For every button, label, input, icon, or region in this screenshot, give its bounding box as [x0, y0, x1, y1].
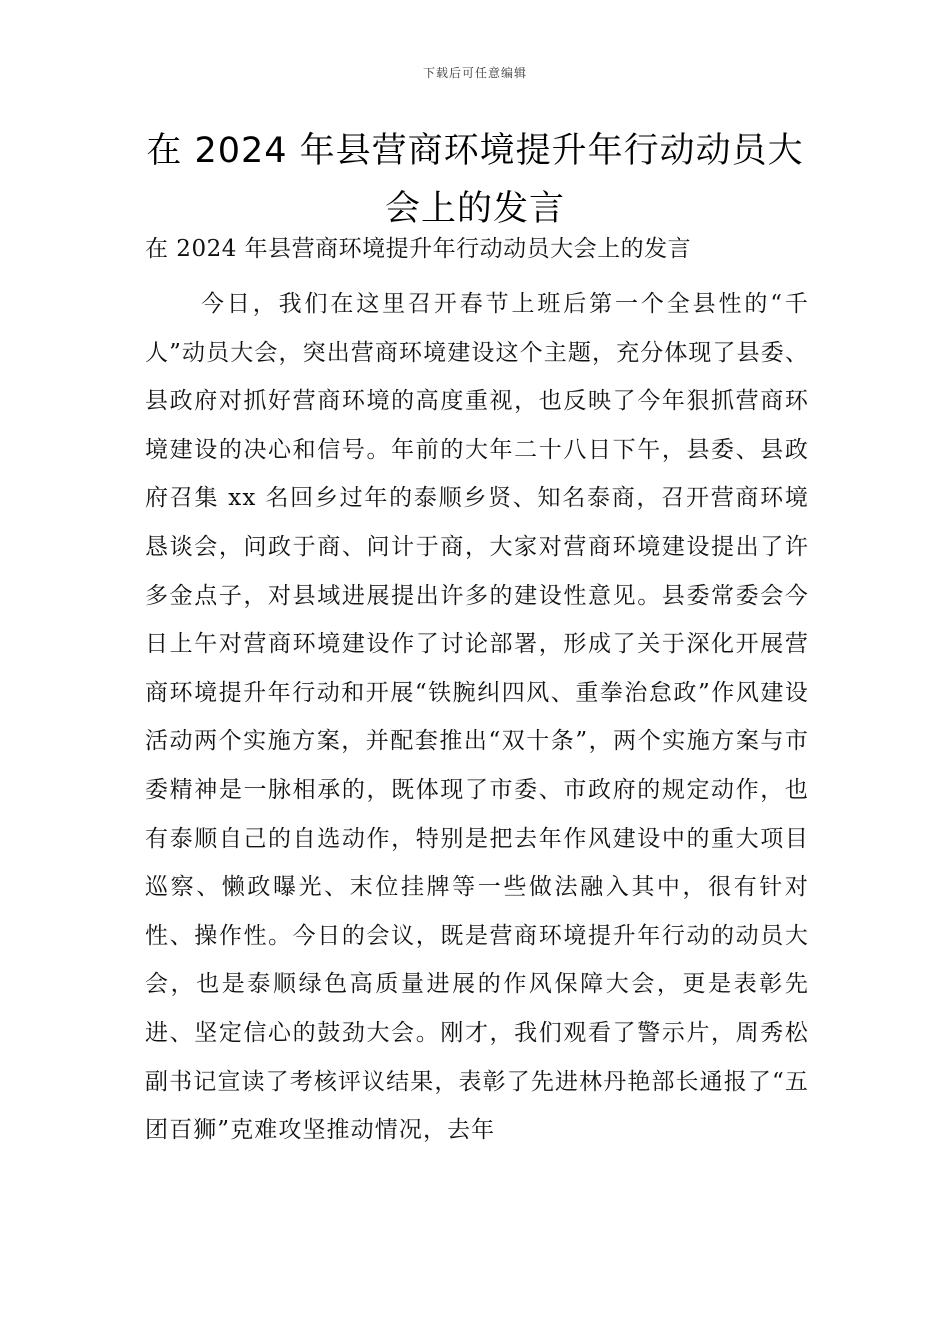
document-body [145, 226, 809, 1155]
document-title: 在 2024 年县营商环境提升年行动动员大会上的发言 [146, 131, 804, 229]
subtitle-line: 在 2024 年县营商环境提升年行动动员大会上的发言 [145, 236, 692, 262]
body-paragraph: 今日，我们在这里召开春节上班后第一个全县性的“千人”动员大会，突出营商环境建设这个主题，充分体现了县委、县政府对抓好营商环境的高度重视，也反映了今年狠抓营商环境建设的决心和信号。年前的大年二十八日下午，县委、县政府召集 xx 名回乡过年的泰顺乡贤、知名泰商，召开营商环境恳谈会，问政于商、问计于商，大家对营商环境建设提出了许多金点子，对县域进展提出许多的建设性意见。县委常委会今日上午对营商环境建设作了讨论部署，形成了关于深化开展营商环境提升年行动和开展“铁腕纠四风、重拳治怠政”作风建设活动两个实施方案，并配套推出“双十条”，两个实施方案与市委精神是一脉相承的，既体现了市委、市政府的规定动作，也有泰顺自己的自选动作，特别是把去年作风建设中的重大项目巡察、懒政曝光、末位挂牌等一些做法融入其中，很有针对性、操作性。今日的会议，既是营商环境提升年行动的动员大会，也是泰顺绿色高质量进展的作风保障大会，更是表彰先进、坚定信心的鼓劲大会。刚才，我们观看了警示片，周秀松副书记宣读了考核评议结果，表彰了先进林丹艳部长通报了“五团百狮”克难攻坚推动情况，去年 [145, 291, 809, 1144]
header-note: 下载后可任意编辑 [422, 66, 527, 80]
